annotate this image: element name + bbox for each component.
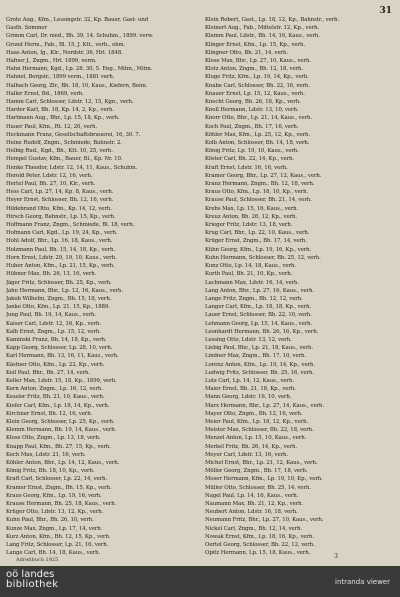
directory-entry: Lachmann Max, Ldstr. 16, 14, verh. <box>205 279 300 286</box>
directory-entry: Meister Max, Schlosser, Bh. 22, 18, verh. <box>205 427 314 434</box>
directory-entry: Hübner Max, Bh. 26, 13, 16, verh. <box>6 271 97 278</box>
directory-entry: Kleinert Aug., Fab., Mittelstr. 12, Kp., verh. <box>205 25 320 32</box>
directory-entry: Langer Carl, Kfm., Lp. 18, 18, Kp., verh. <box>205 304 312 311</box>
directory-entry: Hildebrand Otto, Kfm., Kp. 14, 12, verh. <box>6 205 112 212</box>
directory-entry: Lauer Ernst, Schlosser, Bh. 22, 10, verh. <box>205 312 312 319</box>
directory-entry: Kraft Carl, Schlosser, Lp. 22, 14, verh. <box>6 476 108 483</box>
directory-entry: Hoffmann Franz, Zngm., Schmiede, Bl. 18, verh. <box>6 222 135 229</box>
directory-entry: Kaiser Carl, Ldstr. 12, 16, Kp., verh. <box>6 320 102 327</box>
directory-entry: Meier Paul, Kfm., Lp. 18, 12, Kp., verh. <box>205 418 309 425</box>
directory-entry: Köster Carl, Bh. 22, 14, Kp., verh. <box>205 156 295 163</box>
directory-entry: Kluge Fritz, Kfm., Lp. 19, 14, Kp., verh. <box>205 74 309 81</box>
directory-entry: Ludwig Fritz, Schlosser, Bh. 25, 16, verh. <box>205 369 314 376</box>
directory-entry: Kurz Anton, Kfm., Bh. 12, 15, Kp., verh. <box>6 533 111 540</box>
directory-entry: Lehmann Georg, Lp. 15, 14, Kaus., verh. <box>205 320 313 327</box>
directory-entry: Nickel Carl, Zngm., Bh. 12, 14, verh. <box>205 525 303 532</box>
directory-entry: Heckmann Franz, Gesellschaftsbrauerei, 16, 30. 7. <box>6 131 141 138</box>
directory-entry: Karl Hermann, Bh. 13, 16, 11, Kaus., verh. <box>6 353 119 360</box>
directory-entry: Kästner Otto, Kfm., Lp. 22, Kp., verh. <box>6 361 105 368</box>
directory-entry: Hirsch Georg, Bahnstr., Lp. 15, Kp., verh. <box>6 213 116 220</box>
directory-entry: Harder Karl, Bh. 18, Kp. 14, 2, Kp., verh. <box>6 107 115 114</box>
directory-entry: Maier Ernst, Bh. 21, 18, Kp., verh. <box>205 386 296 393</box>
viewer-brand-label[interactable]: intranda viewer <box>335 578 390 586</box>
directory-entry: Janke Otto, Kfm., Lp. 21, 15, Kp., 1889. <box>6 304 110 311</box>
directory-entry: Hohl Adolf, Bhr., Lp. 16, 18, Kaus., verh. <box>6 238 113 245</box>
directory-entry: Kirchner Ernst, Bh. 12, 16, verh. <box>6 410 93 417</box>
directory-entry: Jung Paul, Bh. 19, 14, Kaus., verh. <box>6 312 97 319</box>
directory-entry: Kramer Georg, Bhr., Lp. 27, 12, Kaus., verh. <box>205 172 322 179</box>
directory-entry: Kolb Anton, Schlosser, Bh. 14, 18, verh. <box>205 140 310 147</box>
directory-entry: Grund Herm., Fab., Bl. 15, J. Ktt., verh., ehm. <box>6 41 126 48</box>
directory-entry: Krug Carl, Bhr., Lp. 22, 10, Kaus., verh. <box>205 230 310 237</box>
directory-entry: Koch Max, Ldstr. 21, 16, verh. <box>6 451 86 458</box>
directory-entry: Krause Hermann, Bh. 25, 18, Kaus., verh. <box>6 500 117 507</box>
directory-entry: Kranz Hermann, Zngm., Bh. 12, 18, verh. <box>205 181 315 188</box>
directory-entry: Köhler Max, Kfm., Lp. 25, 12, Kp., verh. <box>205 131 310 138</box>
directory-entry: Liebig Paul, Bhr., Lp. 21, 18, Kaus., verh. <box>205 345 313 352</box>
directory-entry: Jäger Fritz, Schlosser, Bh. 25, Kp., verh. <box>6 279 112 286</box>
directory-entry: Kramer Ernst, Zngm., Bh. 15, Kp., verh. <box>6 484 112 491</box>
directory-entry: Kiefer Carl, Kfm., Lp. 18, 14, Kp., verh. <box>6 402 110 409</box>
directory-entry: Knorr Otto, Bhr., Lp. 21, 14, Kaus., verh. <box>205 115 313 122</box>
directory-entry: Kühn Georg, Kfm., Lp. 19, 16, Kp., verh. <box>205 246 312 253</box>
directory-entry: Leonhardt Hermann, Bh. 26, 16, Kp., verh. <box>205 328 319 335</box>
directory-entry: Hafner J., Zngm., Hrl. 1899, verm. <box>6 58 97 65</box>
directory-entry: Huber Anton, Kfm., Lp. 21, 15, Kp., verh. <box>6 263 115 270</box>
directory-entry: Kuhn Hermann, Schlosser, Bh. 25, 12, verh. <box>205 254 321 261</box>
directory-entry: Merkel Fritz, Bh. 26, 14, Kp., verh. <box>205 443 298 450</box>
directory-entry: Marx Hermann, Bhr., Lp. 27, 14, Kaus., verh. <box>205 402 325 409</box>
directory-entry: Hamm Carl, Schlosser, Ldstr. 12, 15, Kgn., verh. <box>6 99 134 106</box>
right-column <box>205 16 391 557</box>
left-column <box>6 16 184 557</box>
directory-entry: Jahn Hermann, Bhr., Lp. 12, 16, Kaus., verh. <box>6 287 124 294</box>
directory-entry: Menzel Anton, Lp. 15, 10, Kaus., verh. <box>205 435 307 442</box>
page-number: 31 <box>379 6 392 16</box>
directory-entry: Kunz Otto, Lp. 14, 18, Kaus., verh. <box>205 263 296 270</box>
directory-entry: Kraft Ernst, Ldstr. 16, 16, verh. <box>205 164 288 171</box>
directory-entry: Klingner Otto, Bh. 21, 14, verh. <box>205 49 289 56</box>
page-footer-left: Adreßbuch 1925 <box>16 557 59 563</box>
directory-entry: Kern Anton, Zngm., Lp. 16, 12, verh. <box>6 386 103 393</box>
directory-entry: Hess Carl, Lp. 27, 14, Kp. 8, Kaus., verh. <box>6 189 114 196</box>
directory-entry: Lindner Max, Zngm., Bh. 17, 10, verh. <box>205 353 307 360</box>
directory-entry: König Fritz, Lp. 19, 10, Kaus., verh. <box>205 148 299 155</box>
directory-entry: Lessing Otto, Ldstr. 13, 12, verh. <box>205 336 292 343</box>
directory-entry: Oertel Georg, Schlosser, Bh. 22, 12, verh. <box>205 542 315 548</box>
page-footer-right: 3 <box>334 553 338 560</box>
directory-entry: Lange Carl, Bh. 14, 18, Kaus., verh. <box>6 550 101 557</box>
directory-entry: Horn Ernst, Ldstr. 29, 19, 10, Kaus., verh. <box>6 254 117 261</box>
directory-entry: Haller Ernst, Bd., 1869, verh. <box>6 90 84 97</box>
directory-entry: Knecht Georg, Bh. 26, 18, Kp., verh. <box>205 99 301 106</box>
directory-entry: Kurth Paul, Bh. 21, 10, Kp., verh. <box>205 271 293 278</box>
directory-entry: Klinger Ernst, Kfm., Lp. 15, Kp., verh. <box>205 41 305 48</box>
directory-entry: Keil Paul, Bhr., Bh. 27, 14, verh. <box>6 369 91 376</box>
directory-entry: Hahn Hermann, Kgd., Lp. 28. 30, 5. Eng., Mitm., Mitm. <box>6 66 153 73</box>
directory-entry: Halbach Georg, Zlr., Bh. 18, 10, Kaus., Kiefern, Beim. <box>6 82 148 89</box>
directory-entry: Hofmann Carl, Kgd., Lp. 19, 24, Kp., verh. <box>6 230 118 237</box>
directory-entry: Lange Fritz, Zngm., Bh. 12, 12, verh. <box>205 295 303 302</box>
directory-entry: Klein Robert, Gast., Lp. 18, 12, Kp., Bahnstr., verh. <box>205 17 340 23</box>
directory-entry: Nowak Ernst, Kfm., Lp. 18, 16, Kp., verh. <box>205 533 314 540</box>
directory-entry: Heyer Ernst, Schlosser, Bh. 12, 16, verh. <box>6 197 114 204</box>
directory-entry: Kreuz Anton, Bh. 26, 12, Kp., verh. <box>205 213 298 220</box>
directory-entry: Meyer Carl, Ldstr. 13, 16, verh. <box>205 451 289 458</box>
directory-entry: Hertel Paul, Bh. 27, 10, Klr., verh. <box>6 181 96 188</box>
directory-entry: Klose Max, Bhr., Lp. 27, 10, Kaus., verh. <box>205 58 311 65</box>
directory-entry: Herold Peter, Ldstr. 12, 16, verh. <box>6 172 93 179</box>
directory-entry: Krause Paul, Schlosser, Bh. 21, 14, verh. <box>205 197 312 204</box>
directory-entry: Holzmann Paul, Bh. 15, 14, 18, Kp., verh. <box>6 246 115 253</box>
directory-entry: Klemm Hermann, Bh. 19, 14, Kaus., verh. <box>6 427 117 434</box>
directory-entry: Hempel Gustav, Kfm., Bauer, Bl., Kp. Nr. 10. <box>6 156 123 163</box>
directory-entry: Knapp Paul, Kfm., Bh. 27, 15, Kp., verh. <box>6 443 111 450</box>
directory-entry: Krebs Max, Lp. 15, 16, Kaus., verh. <box>205 205 299 212</box>
directory-entry: Lang Fritz, Schlosser, Lp. 21, 16, verh. <box>6 542 109 548</box>
directory-entry: Hartmann Aug., Bhr., Lp. 15, 18, Kp., verh. <box>6 115 120 122</box>
directory-entry: Neumann Fritz, Bhr., Lp. 27, 10, Kaus., verh. <box>205 517 324 524</box>
directory-entry: Köhler Anton, Bhr., Lp. 14, 12, Kaus., verh. <box>6 459 120 466</box>
directory-entry: Nagel Paul, Lp. 14, 16, Kaus., verh. <box>205 492 299 499</box>
directory-entry: Kessler Fritz, Bh. 21, 10, Kaus., verh. <box>6 394 105 401</box>
directory-entry: Möller Georg, Zngm., Bh. 17, 18, verh. <box>205 468 308 475</box>
directory-entry: Kraus Georg, Kfm., Lp. 19, 16, verh. <box>6 492 102 499</box>
directory-entry: Müller Otto, Schlosser, Bh. 25, 14, verh. <box>205 484 311 491</box>
directory-entry: Kapp Georg, Schlosser, Lp. 28, 10, verh. <box>6 345 113 352</box>
directory-entry: Knoll Hermann, Ldstr. 13, 10, verh. <box>205 107 299 114</box>
directory-entry: Mann Georg, Ldstr. 16, 10, verh. <box>205 394 292 401</box>
directory-entry: Michel Ernst, Bhr., Lp. 21, 12, Kaus., verh. <box>205 459 318 466</box>
directory-entry: Helbig Rud., Kgd., Bh., Ktt. 10, 25, verh. <box>6 148 113 155</box>
directory-entry: Klotz Anton, Zngm., Bh. 12, 18, verh. <box>205 66 304 73</box>
directory-entry: Krüger Otto, Ldstr. 13, 12, Kp., verh. <box>6 509 104 516</box>
directory-entry: Moser Hermann, Kfm., Lp. 19, 10, Kp., verh. <box>205 476 323 483</box>
directory-entry: Jakob Wilhelm, Zngm., Bh. 15, 18, verh. <box>6 295 112 302</box>
directory-entry: Kunze Max, Zngm., Lp. 17, 14, verh. <box>6 525 103 532</box>
directory-entry: Hauer Paul, Kfm., Rt. 12, 20, verh. <box>6 123 98 130</box>
directory-entry: Krüger Ernst, Zngm., Bh. 17, 14, verh. <box>205 238 307 245</box>
directory-entry: Klein Georg, Schlosser, Lp. 25, Kp., verh. <box>6 418 115 425</box>
directory-entry: Kalb Ernst, Zngm., Lp. 15, 12, verh. <box>6 328 101 335</box>
directory-entry: Grimm Carl, Dr. med., Bh. 39, 14. Schuhm., 1899. verw. <box>6 33 154 40</box>
directory-entry: Grote Aug., Kfm., Lessingstr. 32, Kp. Bauer, Gast- und <box>6 17 149 23</box>
directory-entry: Lutz Carl, Lp. 14, 12, Kaus., verh. <box>205 377 294 384</box>
directory-entry: Haas Anton, Ig., Klr., Nordstr. 36, Hrl. 1848. <box>6 49 123 56</box>
directory-entry: Hahnel, Bergstr., 1899 verm., 1881 verh. <box>6 74 115 81</box>
directory-entry: Kuhn Paul, Bhr., Bh. 26, 10, verh. <box>6 517 94 524</box>
logo-line-2: bibliothek <box>6 579 59 590</box>
directory-entry: Kaminski Franz, Bh. 14, 18, Kp., verh. <box>6 336 107 343</box>
library-logo[interactable] <box>6 570 58 590</box>
directory-entry: Koch Paul, Zngm., Bh. 17, 16, verh. <box>205 123 299 130</box>
directory-entry: Knauer Ernst, Lp. 15, 12, Kaus., verh. <box>205 90 305 97</box>
directory-entry: Opitz Hermann, Lp. 15, 18, Kaus., verh. <box>205 550 311 557</box>
directory-entry: Knabe Carl, Schlosser, Bh. 22, 16, verh. <box>205 82 310 89</box>
directory-entry: Gasth. Sommer <box>6 25 47 32</box>
directory-entry: Naumann Max, Bh. 21, 12, Kp., verh. <box>205 500 304 507</box>
directory-entry: Neubert Anton, Ldstr. 16, 18, verh. <box>205 509 298 516</box>
directory-entry: Krieger Fritz, Ldstr. 13, 18, verh. <box>205 222 293 229</box>
directory-entry: Heine Rudolf, Zngm., Schmiede, Bahnstr. 2. <box>6 140 122 147</box>
directory-entry: König Fritz, Bh. 18, 10, Kp., verh. <box>6 468 95 475</box>
directory-entry: Klose Otto, Zngm., Lp. 13, 18, verh. <box>6 435 101 442</box>
logo-line-1: oö landes <box>6 569 55 580</box>
directory-entry: Klemm Paul, Ldstr., Bh. 14, 16, Kaus., verh. <box>205 33 320 40</box>
directory-entry: Kraus Otto, Kfm., Lp. 18, 10, Kp., verh. <box>205 189 309 196</box>
directory-entry: Keller Max, Ldstr. 15, 18, Kp., 1899, verh. <box>6 377 117 384</box>
directory-entry: Lorenz Anton, Kfm., Lp. 19, 14, Kp., verh. <box>205 361 316 368</box>
directory-entry: Lang Anton, Bhr., Lp. 27, 16, Kaus., verh. <box>205 287 315 294</box>
directory-entry: Henke Theodor, Ldstr. 12, 14, 11, Kaus., Schuhm. <box>6 164 138 171</box>
directory-entry: Mayer Otto, Zngm., Bh. 12, 16, verh. <box>205 410 303 417</box>
